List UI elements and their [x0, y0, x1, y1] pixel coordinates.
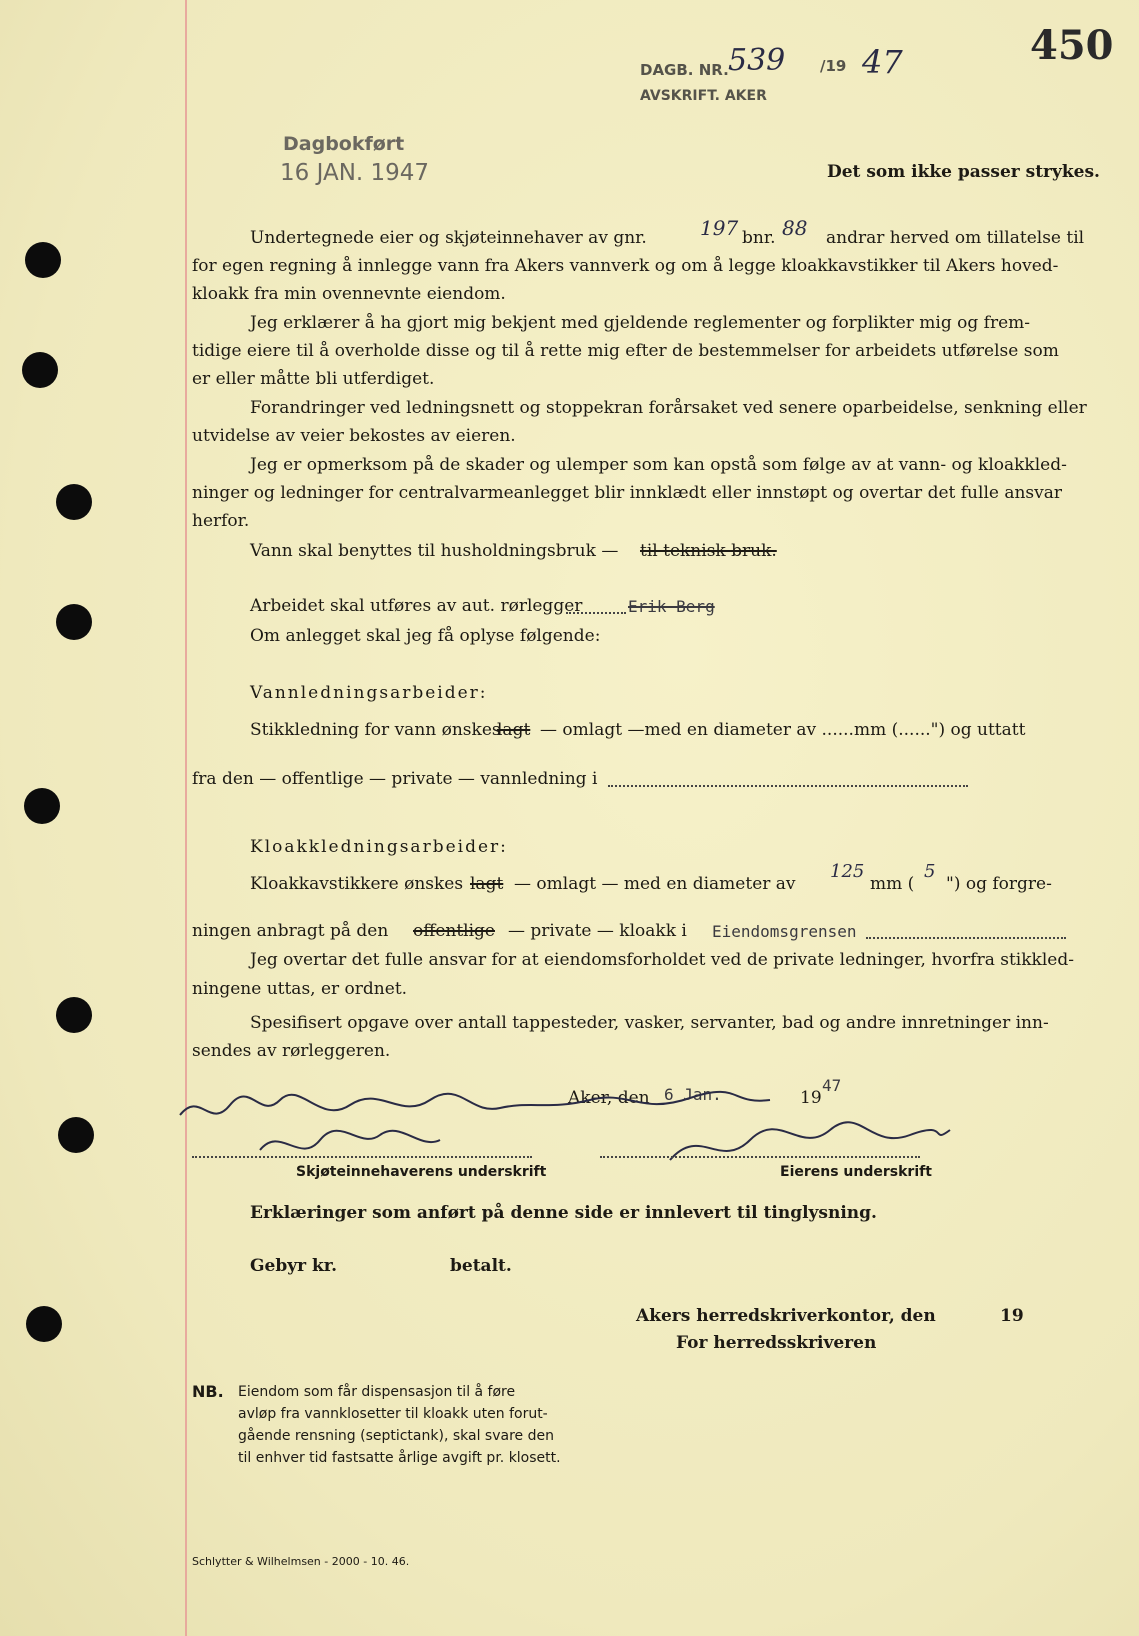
signature-year-value: 47: [822, 1076, 842, 1095]
dotted-leader: [866, 937, 1066, 939]
fee-label: Gebyr kr.: [250, 1256, 338, 1276]
signature-year-prefix: 19: [800, 1088, 822, 1108]
punch-hole: [22, 352, 58, 388]
nb-line4: til enhver tid fastsatte årlige avgift pr. klosett.: [238, 1450, 561, 1466]
punch-hole: [25, 242, 61, 278]
p5-struck-option: til teknisk bruk.: [640, 541, 777, 561]
stamp-date: 16 JAN. 1947: [280, 160, 430, 186]
sewer-line1-struck: lagt: [470, 874, 504, 894]
dotted-leader: [608, 785, 968, 787]
sewer-diameter-mm: 125: [830, 861, 865, 882]
p8-line2: ningene uttas, er ordnet.: [192, 979, 408, 999]
punch-hole: [56, 604, 92, 640]
p4-line3: herfor.: [192, 511, 250, 531]
p1-end: andrar herved om tillatelse til: [826, 228, 1085, 248]
left-signature-caption: Skjøteinnehaverens underskrift: [296, 1164, 547, 1180]
water-line1-struck: lagt: [497, 720, 531, 740]
p2-line2: tidige eiere til å overholde disse og til å rette mig efter de bestemmelser for arbeidets utførelse som: [192, 341, 1059, 361]
sewer-mm-label: mm (: [870, 874, 915, 894]
water-line1-start: Stikkledning for vann ønskes: [250, 720, 501, 740]
strike-instruction: Det som ikke passer strykes.: [827, 162, 1100, 182]
sewer-line1-end: ") og forgre-: [946, 874, 1052, 894]
year-prefix: /19: [820, 57, 847, 75]
registration-note: Erklæringer som anført på denne side er innlevert til tinglysning.: [250, 1203, 877, 1223]
dagb-nr-value: 539: [728, 43, 786, 78]
proprietor-signature-line: [600, 1156, 920, 1158]
margin-rule: [185, 0, 187, 1636]
punch-hole: [56, 997, 92, 1033]
office-line: Akers herredskriverkontor, den: [636, 1306, 936, 1326]
gnr-value: 197: [700, 216, 739, 240]
p5-start: Vann skal benyttes til husholdningsbruk —: [250, 541, 619, 561]
printer-imprint: Schlytter & Wilhelmsen - 2000 - 10. 46.: [192, 1555, 410, 1568]
for-herredsskriveren: For herredsskriveren: [676, 1333, 877, 1353]
p1-line3: kloakk fra min ovennevnte eiendom.: [192, 284, 506, 304]
sewer-location: Eiendomsgrensen: [712, 922, 857, 941]
p1-start: Undertegnede eier og skjøteinnehaver av gnr.: [250, 228, 647, 248]
p9-line1: Spesifisert opgave over antall tappesteder, vasker, servanter, bad og andre innretninger inn-: [250, 1013, 1049, 1033]
water-line1-end: — omlagt —med en diameter av ......mm (......") og uttatt: [540, 720, 1026, 740]
signature-date: 6 Jan.: [664, 1085, 722, 1104]
p2-line3: er eller måtte bli utferdiget.: [192, 369, 435, 389]
sewer-line2-start: ningen anbragt på den: [192, 921, 389, 941]
water-heading: Vannledningsarbeider:: [250, 683, 488, 703]
p4-line2: ninger og ledninger for centralvarmeanlegget blir innklædt eller innstøpt og overtar det fulle ansvar: [192, 483, 1063, 503]
page-number: 450: [1030, 22, 1114, 69]
plumber-name: Erik Berg: [628, 597, 715, 616]
nb-line1: Eiendom som får dispensasjon til å føre: [238, 1384, 516, 1400]
p8-line1: Jeg overtar det fulle ansvar for at eiendomsforholdet ved de private ledninger, hvorfra stikkled-: [250, 950, 1074, 970]
sewer-line1-mid: — omlagt — med en diameter av: [514, 874, 796, 894]
p9-line2: sendes av rørleggeren.: [192, 1041, 391, 1061]
p3-line2: utvidelse av veier bekostes av eieren.: [192, 426, 516, 446]
punch-hole: [24, 788, 60, 824]
dagbokfort-stamp: Dagbokført: [283, 133, 405, 155]
p7: Om anlegget skal jeg få oplyse følgende:: [250, 626, 601, 646]
punch-hole: [56, 484, 92, 520]
punch-hole: [26, 1306, 62, 1342]
office-year: 19: [1000, 1306, 1024, 1326]
owner-signature-line: [192, 1156, 532, 1158]
bnr-value: 88: [782, 216, 808, 240]
p4-line1: Jeg er opmerksom på de skader og ulemper som kan opstå som følge av at vann- og kloakkled-: [250, 455, 1067, 475]
p6-start: Arbeidet skal utføres av aut. rørlegger: [250, 596, 583, 616]
p2-line1: Jeg erklærer å ha gjort mig bekjent med gjeldende reglementer og forplikter mig og frem-: [250, 313, 1030, 333]
year-value: 47: [862, 43, 903, 81]
right-signature-caption: Eierens underskrift: [780, 1164, 932, 1180]
sewer-line1-start: Kloakkavstikkere ønskes: [250, 874, 464, 894]
sewer-diameter-inch: 5: [924, 861, 936, 882]
p1-line2: for egen regning å innlegge vann fra Akers vannverk og om å legge kloakkavstikker til Akers hoved-: [192, 256, 1059, 276]
nb-line2: avløp fra vannklosetter til kloakk uten forut-: [238, 1406, 548, 1422]
punch-hole: [58, 1117, 94, 1153]
place-label: Aker, den: [568, 1088, 650, 1108]
sewer-line2-mid: — private — kloakk i: [508, 921, 687, 941]
water-line2: fra den — offentlige — private — vannledning i: [192, 769, 598, 789]
p3-line1: Forandringer ved ledningsnett og stoppekran forårsaket ved senere oparbeidelse, senkning eller: [250, 398, 1087, 418]
bnr-label: bnr.: [742, 228, 776, 248]
nb-line3: gående rensning (septictank), skal svare den: [238, 1428, 554, 1444]
sewer-line2-struck: offentlige: [413, 921, 495, 941]
dagb-nr-label: DAGB. NR.: [640, 61, 729, 79]
dotted-leader: [566, 612, 626, 614]
nb-label: NB.: [192, 1382, 224, 1401]
fee-paid: betalt.: [450, 1256, 512, 1276]
avskrift-stamp: AVSKRIFT. AKER: [640, 88, 767, 104]
sewer-heading: Kloakkledningsarbeider:: [250, 837, 508, 857]
